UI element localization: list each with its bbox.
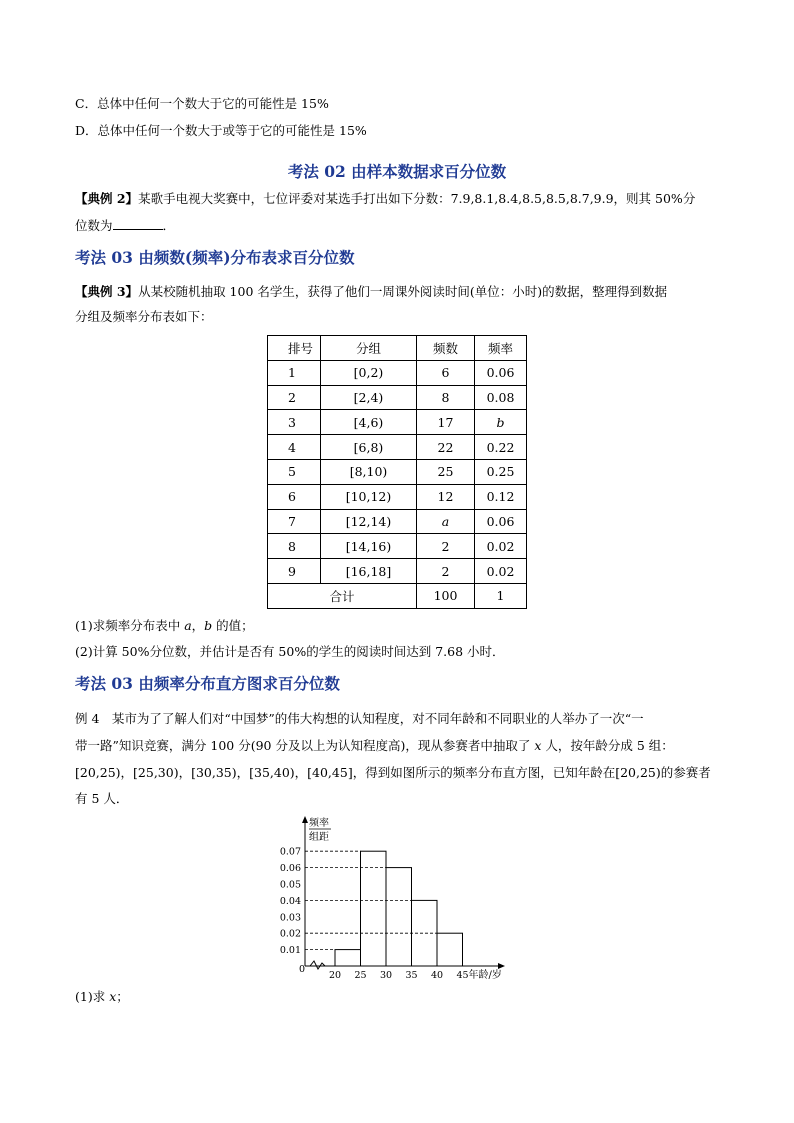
header-cell: 分组 — [321, 336, 417, 361]
table-cell: 0.02 — [475, 534, 527, 559]
table-row — [268, 559, 527, 584]
table-cell: 1 — [268, 360, 321, 385]
table-cell: 0.22 — [475, 435, 527, 460]
question-4-1 — [75, 988, 129, 1006]
q4-prefix: (1)求 — [75, 989, 110, 1004]
example-2-text2-prefix: 位数为 — [75, 218, 113, 233]
example-4-line3: [20,25)，[25,30)，[30,35)，[35,40)，[40,45]，得到如图所示的频率分布直方图，已知年龄在[20,25)的参赛者 — [75, 765, 711, 780]
y-axis-label-top: 频率 — [309, 818, 329, 829]
example-2-line1 — [75, 190, 695, 208]
table-row — [268, 484, 527, 509]
q1-var-a: a — [184, 618, 192, 633]
table-cell: 3 — [268, 410, 321, 435]
origin-label: 0 — [298, 964, 306, 975]
y-axis-label-bottom: 组距 — [309, 832, 329, 843]
y-tick-label: 0.07 — [279, 846, 301, 858]
table-cell: [0,2) — [321, 360, 417, 385]
table-cell: 8 — [417, 385, 475, 410]
q1-prefix: (1)求频率分布表中 — [75, 618, 185, 633]
table-cell: [6,8) — [321, 435, 417, 460]
example-4-line4: 有 5 人． — [75, 791, 129, 806]
table-row — [268, 509, 527, 534]
histogram-bar — [335, 950, 361, 966]
table-cell: [2,4) — [321, 385, 417, 410]
table-cell: 22 — [417, 435, 475, 460]
y-tick-label: 0.02 — [279, 928, 301, 940]
table-cell: 0.08 — [475, 385, 527, 410]
q1-suffix: 的值； — [212, 618, 254, 633]
table-cell: 0.12 — [475, 484, 527, 509]
table-cell: 4 — [268, 435, 321, 460]
example-3-line1 — [75, 283, 667, 301]
example-4-line2-prefix: 带一路”知识竞赛，满分 100 分(90 分及以上为认知程度高)，现从参赛者中抽取了 — [75, 738, 535, 753]
example-2-text: 某歌手电视大奖赛中，七位评委对某选手打出如下分数：7.9,8.1,8.4,8.5,8.5,8.7,9.9，则其 50%分 — [138, 191, 696, 206]
table-cell: 0.06 — [475, 360, 527, 385]
x-axis-arrow — [498, 963, 505, 969]
axis-break — [310, 961, 325, 969]
table-row — [268, 459, 527, 484]
q4-suffix: ； — [116, 989, 129, 1004]
x-axis-label: 年龄/岁 — [468, 970, 502, 981]
question-3-1 — [75, 617, 254, 635]
histogram-bar — [437, 933, 463, 966]
table-cell: 9 — [268, 559, 321, 584]
frequency-table — [267, 335, 527, 609]
x-tick-label: 30 — [379, 970, 393, 981]
table-cell: 2 — [268, 385, 321, 410]
example-4-var-x: x — [534, 738, 542, 753]
table-cell: 2 — [417, 534, 475, 559]
table-total-row — [268, 583, 527, 608]
table-cell: [12,14) — [321, 509, 417, 534]
y-axis-arrow — [302, 816, 308, 823]
section-02-title: 考法 02 由样本数据求百分位数 — [287, 162, 507, 181]
example-3-text: 从某校随机抽取 100 名学生，获得了他们一周课外阅读时间(单位：小时)的数据，整理得到数据 — [138, 284, 668, 299]
table-cell: 12 — [417, 484, 475, 509]
option-d: D．总体中任何一个数大于或等于它的可能性是 15% — [75, 123, 367, 138]
table-cell: [10,12) — [321, 484, 417, 509]
table-row — [268, 435, 527, 460]
table-cell: 2 — [417, 559, 475, 584]
table-cell: 0.02 — [475, 559, 527, 584]
example-2-tag: 【典例 2】 — [75, 191, 139, 206]
table-cell: [8,10) — [321, 459, 417, 484]
example-4-line2 — [75, 737, 674, 755]
example-3-line2: 分组及频率分布表如下： — [75, 309, 213, 324]
y-tick-label: 0.05 — [279, 879, 301, 891]
question-3-2: (2)计算 50%分位数，并估计是否有 50%的学生的阅读时间达到 7.68 小时． — [75, 644, 505, 659]
table-cell: 6 — [417, 360, 475, 385]
x-tick-label: 45 — [456, 970, 469, 981]
x-tick-label: 40 — [430, 970, 444, 981]
example-2-line2 — [75, 217, 175, 235]
table-row — [268, 410, 527, 435]
header-cell: 排号 — [268, 336, 321, 361]
table-cell: 合计 — [268, 583, 417, 608]
table-cell: 8 — [268, 534, 321, 559]
example-4-line2-suffix: 人，按年龄分成 5 组： — [541, 738, 674, 753]
y-tick-label: 0.04 — [279, 895, 301, 907]
table-row — [268, 534, 527, 559]
table-cell: a — [417, 509, 475, 534]
q4-var-x: x — [109, 989, 117, 1004]
table-cell: 0.06 — [475, 509, 527, 534]
section-03b-title: 考法 03 由频率分布直方图求百分位数 — [75, 674, 340, 693]
option-c: C．总体中任何一个数大于它的可能性是 15% — [75, 96, 329, 111]
table-cell: 1 — [475, 583, 527, 608]
table-cell: 0.25 — [475, 459, 527, 484]
table-cell: [16,18] — [321, 559, 417, 584]
table-row — [268, 360, 527, 385]
table-cell: 6 — [268, 484, 321, 509]
q1-var-b: b — [204, 618, 213, 633]
table-cell: 5 — [268, 459, 321, 484]
example-4-line1: 例 4 某市为了了解人们对“中国梦”的伟大构想的认知程度，对不同年龄和不同职业的人举办了一次“一 — [75, 711, 644, 726]
table-cell: 100 — [417, 583, 475, 608]
table-cell: [4,6) — [321, 410, 417, 435]
table-cell: b — [475, 410, 527, 435]
y-tick-label: 0.03 — [279, 912, 301, 924]
table-cell: 25 — [417, 459, 475, 484]
histogram-bar — [361, 851, 387, 966]
table-cell: [14,16) — [321, 534, 417, 559]
x-tick-label: 35 — [405, 970, 418, 981]
example-3-tag: 【典例 3】 — [75, 284, 139, 299]
histogram-bar — [386, 868, 412, 966]
table-header-row — [268, 336, 527, 361]
q1-sep: ， — [191, 618, 205, 633]
table-row — [268, 385, 527, 410]
header-cell: 频数 — [417, 336, 475, 361]
example-2-text2-suffix: ． — [162, 218, 176, 233]
y-tick-label: 0.01 — [279, 945, 301, 957]
header-cell: 频率 — [475, 336, 527, 361]
section-03-title: 考法 03 由频数(频率)分布表求百分位数 — [75, 248, 355, 267]
x-tick-label: 25 — [354, 970, 367, 981]
y-tick-label: 0.06 — [279, 863, 301, 875]
answer-blank — [113, 217, 163, 230]
table-cell: 17 — [417, 410, 475, 435]
table-cell: 7 — [268, 509, 321, 534]
x-tick-label: 20 — [328, 970, 342, 981]
frequency-histogram — [270, 813, 530, 983]
